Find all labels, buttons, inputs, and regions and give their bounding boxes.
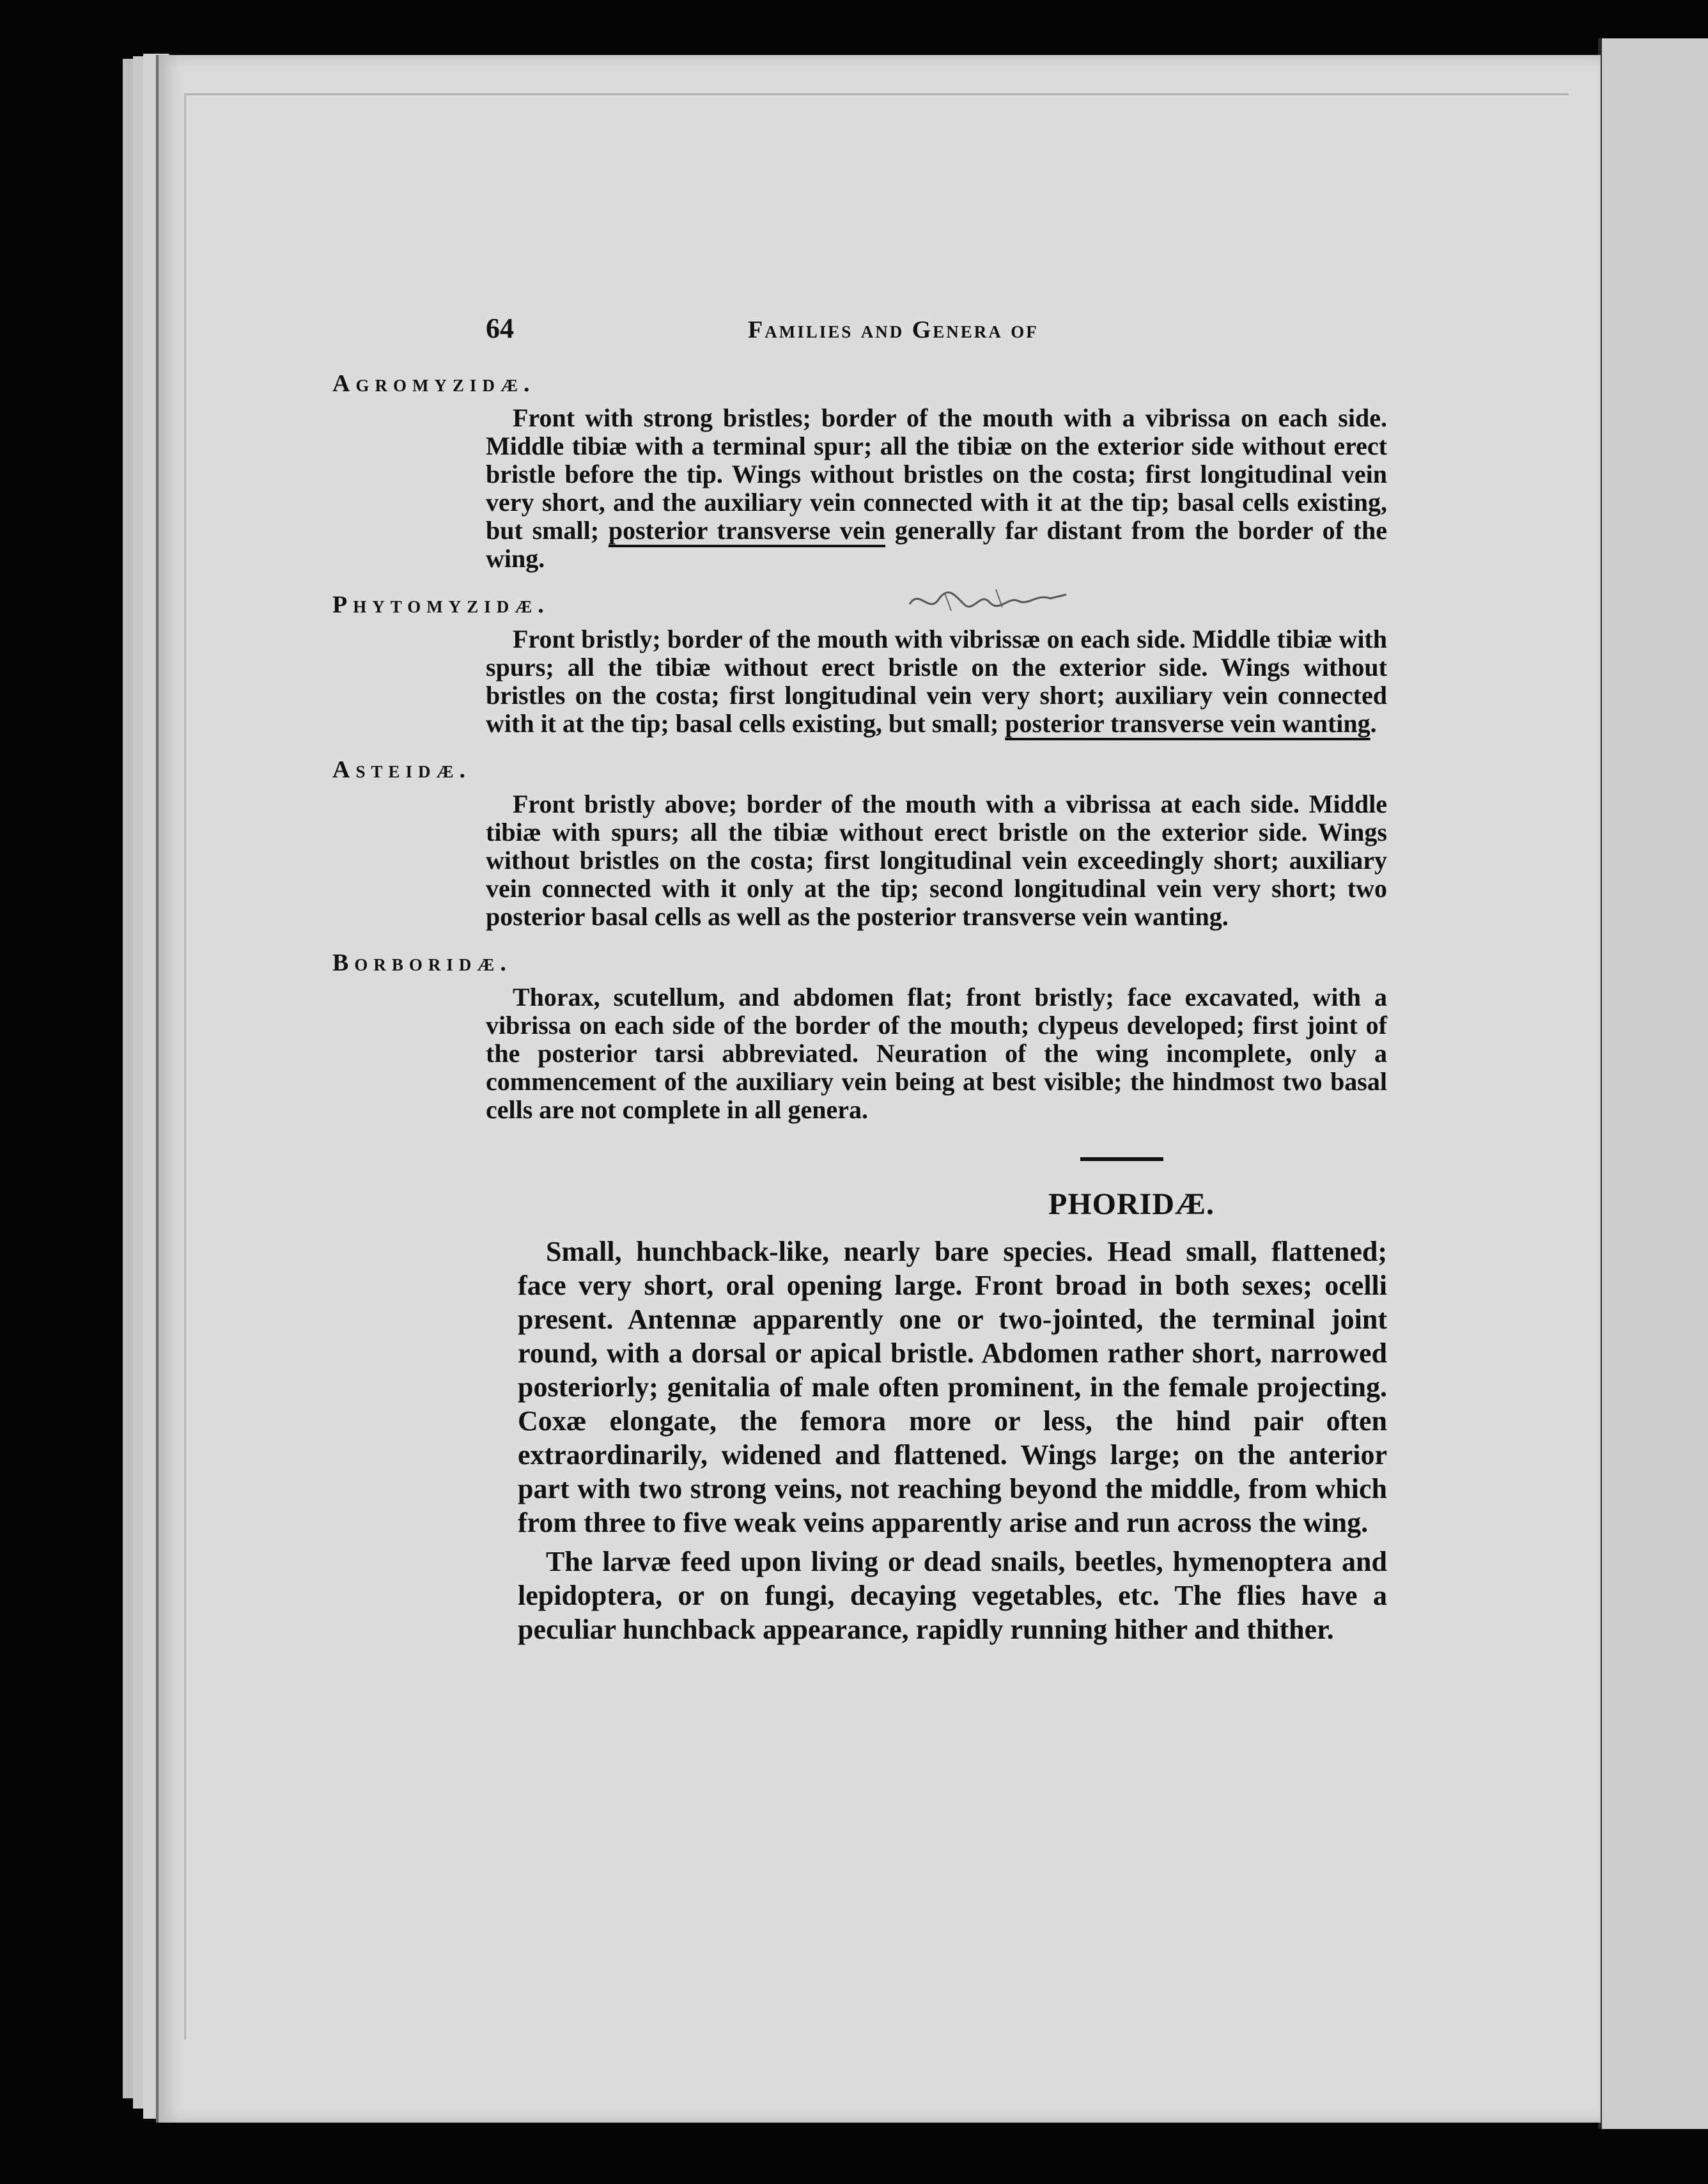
section-text: Front bristly above; border of the mouth with a vibrissa at each side. Middle tibiæ with spurs; all the tibiæ without erect bristle on the exterior side. Wings without bristles on the costa; first longitudinal vein exceedingly short; auxiliary vein connected with it only at the tip; second longitudinal vein very short; two posterior basal cells as well as the posterior transverse vein wanting. [486,790,1387,931]
running-head [332,307,1387,352]
paragraph: The larvæ feed upon living or dead snails, beetles, hymenoptera and lepidoptera, or on fungi, decaying vegetables, etc. The flies have a peculiar hunchback appearance, rapidly running hither and thither. [518,1546,1387,1645]
section-text [332,404,1387,573]
section-heading: Phytomyzidæ. [332,591,550,618]
phoridae-heading: PHORIDÆ. [1048,1187,1215,1221]
section-text [332,625,1387,738]
running-title: Families and Genera of [748,316,1039,343]
text-part: Front bristly; border of the mouth with vibrissæ on each side. Middle tibiæ with spurs; all the tibiæ without erect bristle on the exterior side. Wings without bristles on the costa; first longitudinal vein very short; auxiliary vein connected with it at the tip; basal cells existing, but small; [486,625,1387,738]
section-text: Thorax, scutellum, and abdomen flat; front bristly; face excavated, with a vibrissa on each side of the border of the mouth; clypeus developed; first joint of the posterior tarsi abbreviated. Neuration of the wing incomplete, only a commencement of the auxiliary vein being at best visible; the hindmost two basal cells are not complete in all genera. [486,983,1387,1124]
underlined-text: posterior transverse vein wanting [1005,709,1370,738]
paragraph: Small, hunchback-like, nearly bare species. Head small, flattened; face very short, oral opening large. Front broad in both sexes; ocelli present. Antennæ apparently one or two-jointed, the terminal joint round, with a dorsal or apical bristle. Abdomen rather short, narrowed posteriorly; genitalia of male often prominent, in the female projecting. Coxæ elongate, the femora more or less, the hind pair often extraordinarily, widened and flattened. Wings large; on the anterior part with two strong veins, not reaching beyond the middle, from which from three to five weak veins apparently arise and run across the wing. [518,1236,1387,1538]
section-phoridae [332,1235,1387,1646]
page-number: 64 [486,313,514,344]
underlined-text: posterior transverse vein [608,516,886,545]
section-heading: Agromyzidæ. [332,370,536,397]
text-part: generally far distant from the border of the wing. [486,516,1387,573]
section-phytomyzidae [332,591,1387,738]
text-part: . [1370,709,1377,738]
facing-page-edge [1598,38,1708,2129]
section-divider [1080,1157,1163,1161]
section-borboridae [332,949,1387,1124]
section-agromyzidae [332,370,1387,573]
text-part: Front with strong bristles; border of the mouth with a vibrissa on each side. Middle tibiæ with a terminal spur; all the tibiæ on the exterior side without erect bristle before the tip. Wings without bristles on the costa; first longitudinal vein very short, and the auxiliary vein connected with it at the tip; basal cells existing, but small; [486,403,1387,545]
section-heading: Borboridæ. [332,949,512,976]
pencil-annotation [906,582,1073,620]
section-asteidae [332,756,1387,931]
page-content [332,307,1387,1651]
section-heading: Asteidæ. [332,756,471,783]
